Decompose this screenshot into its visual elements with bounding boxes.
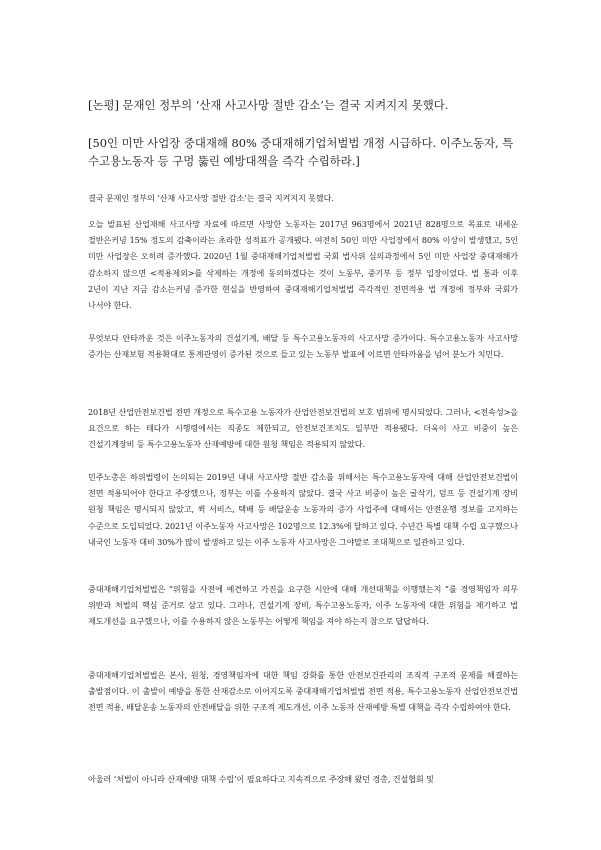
paragraph-3: 무엇보다 안타까운 것은 이주노동자의 건설기계, 배달 등 특수고용노동자의 사고사망 증가이다. 특수고용노동자 사고사망 증가는 산재보험 적용확대로 통계관영이 증가된 것으로 들고 있는 노동부 발표에 이르면 안타까움을 넘어 분노가 치민다. <box>88 333 518 360</box>
document-subheading: [50인 미만 사업장 중대재해 80% 중대재해기업처벌법 개정 시급하다. 이주노동자, 특수고용노동자 등 구멍 뚫린 예방대책을 즉각 수립하라.] <box>88 136 514 168</box>
paragraph-8: 아울러 ‘처벌이 아니라 산재예방 대책 수립’이 필요하다고 지속적으로 주장해 왔던 경총, 건설협회 및 <box>88 774 434 784</box>
document-heading: [논평] 문재인 정부의 ‘산재 사고사망 절반 감소’는 결국 지켜지지 못했다. <box>88 98 449 112</box>
paragraph-6: 중대재해기업처벌법은 “위험을 사전에 예견하고 가진을 요구한 시안에 대해 개선대책을 이행했는지 ”를 경영책임자 의무 위반과 처벌의 핵심 준거로 삼고 있다. 그러나, 건설기계 장비, 특수고용노동자, 이주 노동자에 대한 위험을 제기하고 법 제도개선을 요구했으나, 이를 수용하지 않은 노동부는 어떻게 책임을 져야 하는지 참으로 답답하다. <box>88 584 518 627</box>
paragraph-4: 2018년 산업안전보건법 전면 개정으로 특수고용 노동자가 산업안전보건법의 보호 범위에 명시되었다. 그러나, <전속성>을 요건으로 하는 테다가 시행령에서는 직종도 제한되고, 안전보건조치도 일부만 적용됐다. 더욱이 사고 비중이 높은 건설기계장비 등 특수고용노동자 산재예방에 대한 원청 책임은 적용되지 않았다. <box>88 407 518 450</box>
paragraph-2: 오늘 발표된 산업재해 사고사망 자료에 따르면 사망한 노동자는 2017년 963명에서 2021년 828명으로 목표로 내세운 절반은커녕 15% 정도의 감축이라는 초라한 성적표가 공개됐다. 여전히 50인 미만 사업장에서 80% 이상이 발생했고, 5인 미만 사업장은 오히려 증가했다. 2020년 1월 중대재해기업처벌법 국회 법사위 심의과정에서 5인 미만 사업장 중대재해가 감소하지 않으면 <적용제외>를 삭제하는 개정에 동의하겠다는 것이 노동부, 중기부 등 정부 입장이었다. 법 통과 이후 2년이 지난 지금 감소는커녕 증가한 현실을 반영하여 중대재해기업처벌법 즉각적인 전면적용 법 개정에 정부와 국회가 나서야 한다. <box>88 219 518 311</box>
paragraph-7: 중대재해기업처벌법은 본사, 원청, 경영책임자에 대한 책임 강화를 통한 안전보건관리의 조직적 구조적 문제를 해결하는 출발점이다. 이 출발이 예방을 통한 산재감소로 이어지도록 중대재해기업처벌법 전면 적용, 특수고용노동자 산업안전보건법 전면 적용, 배달운송 노동자의 안전배달을 위한 구조적 제도개선, 이주 노동자 산재예방 특별 대책을 즉각 수립하여야 한다. <box>88 670 518 713</box>
paragraph-1: 결국 문재인 정부의 ‘산재 사고사망 절반 감소’는 결국 지켜지지 못했다. <box>88 193 334 203</box>
paragraph-5: 민주노총은 하위법령이 논의되는 2019년 내내 사고사망 절반 감소를 위해서는 특수고용노동자에 대해 산업안전보건법이 전면 적용되어야 한다고 주장했으나, 정부는 이를 수용하지 않았다. 결국 사고 비중이 높은 굴삭기, 덤프 등 건설기계 장비 원청 책임은 명시되지 않았고, 퀵 서비스, 택배 등 배달운송 노동자의 증가 사업주에 대해서는 안전운행 정보를 고지하는 수준으로 도입되었다. 2021년 이주노동자 사고사망은 102명으로 12.3%에 달하고 있다. 수년간 특별 대책 수립 요구했으나 내국인 노동자 대비 30%가 많이 발생하고 있는 이주 노동자 사고사망은 그야말로 조대책으로 일관하고 있다. <box>88 472 518 547</box>
